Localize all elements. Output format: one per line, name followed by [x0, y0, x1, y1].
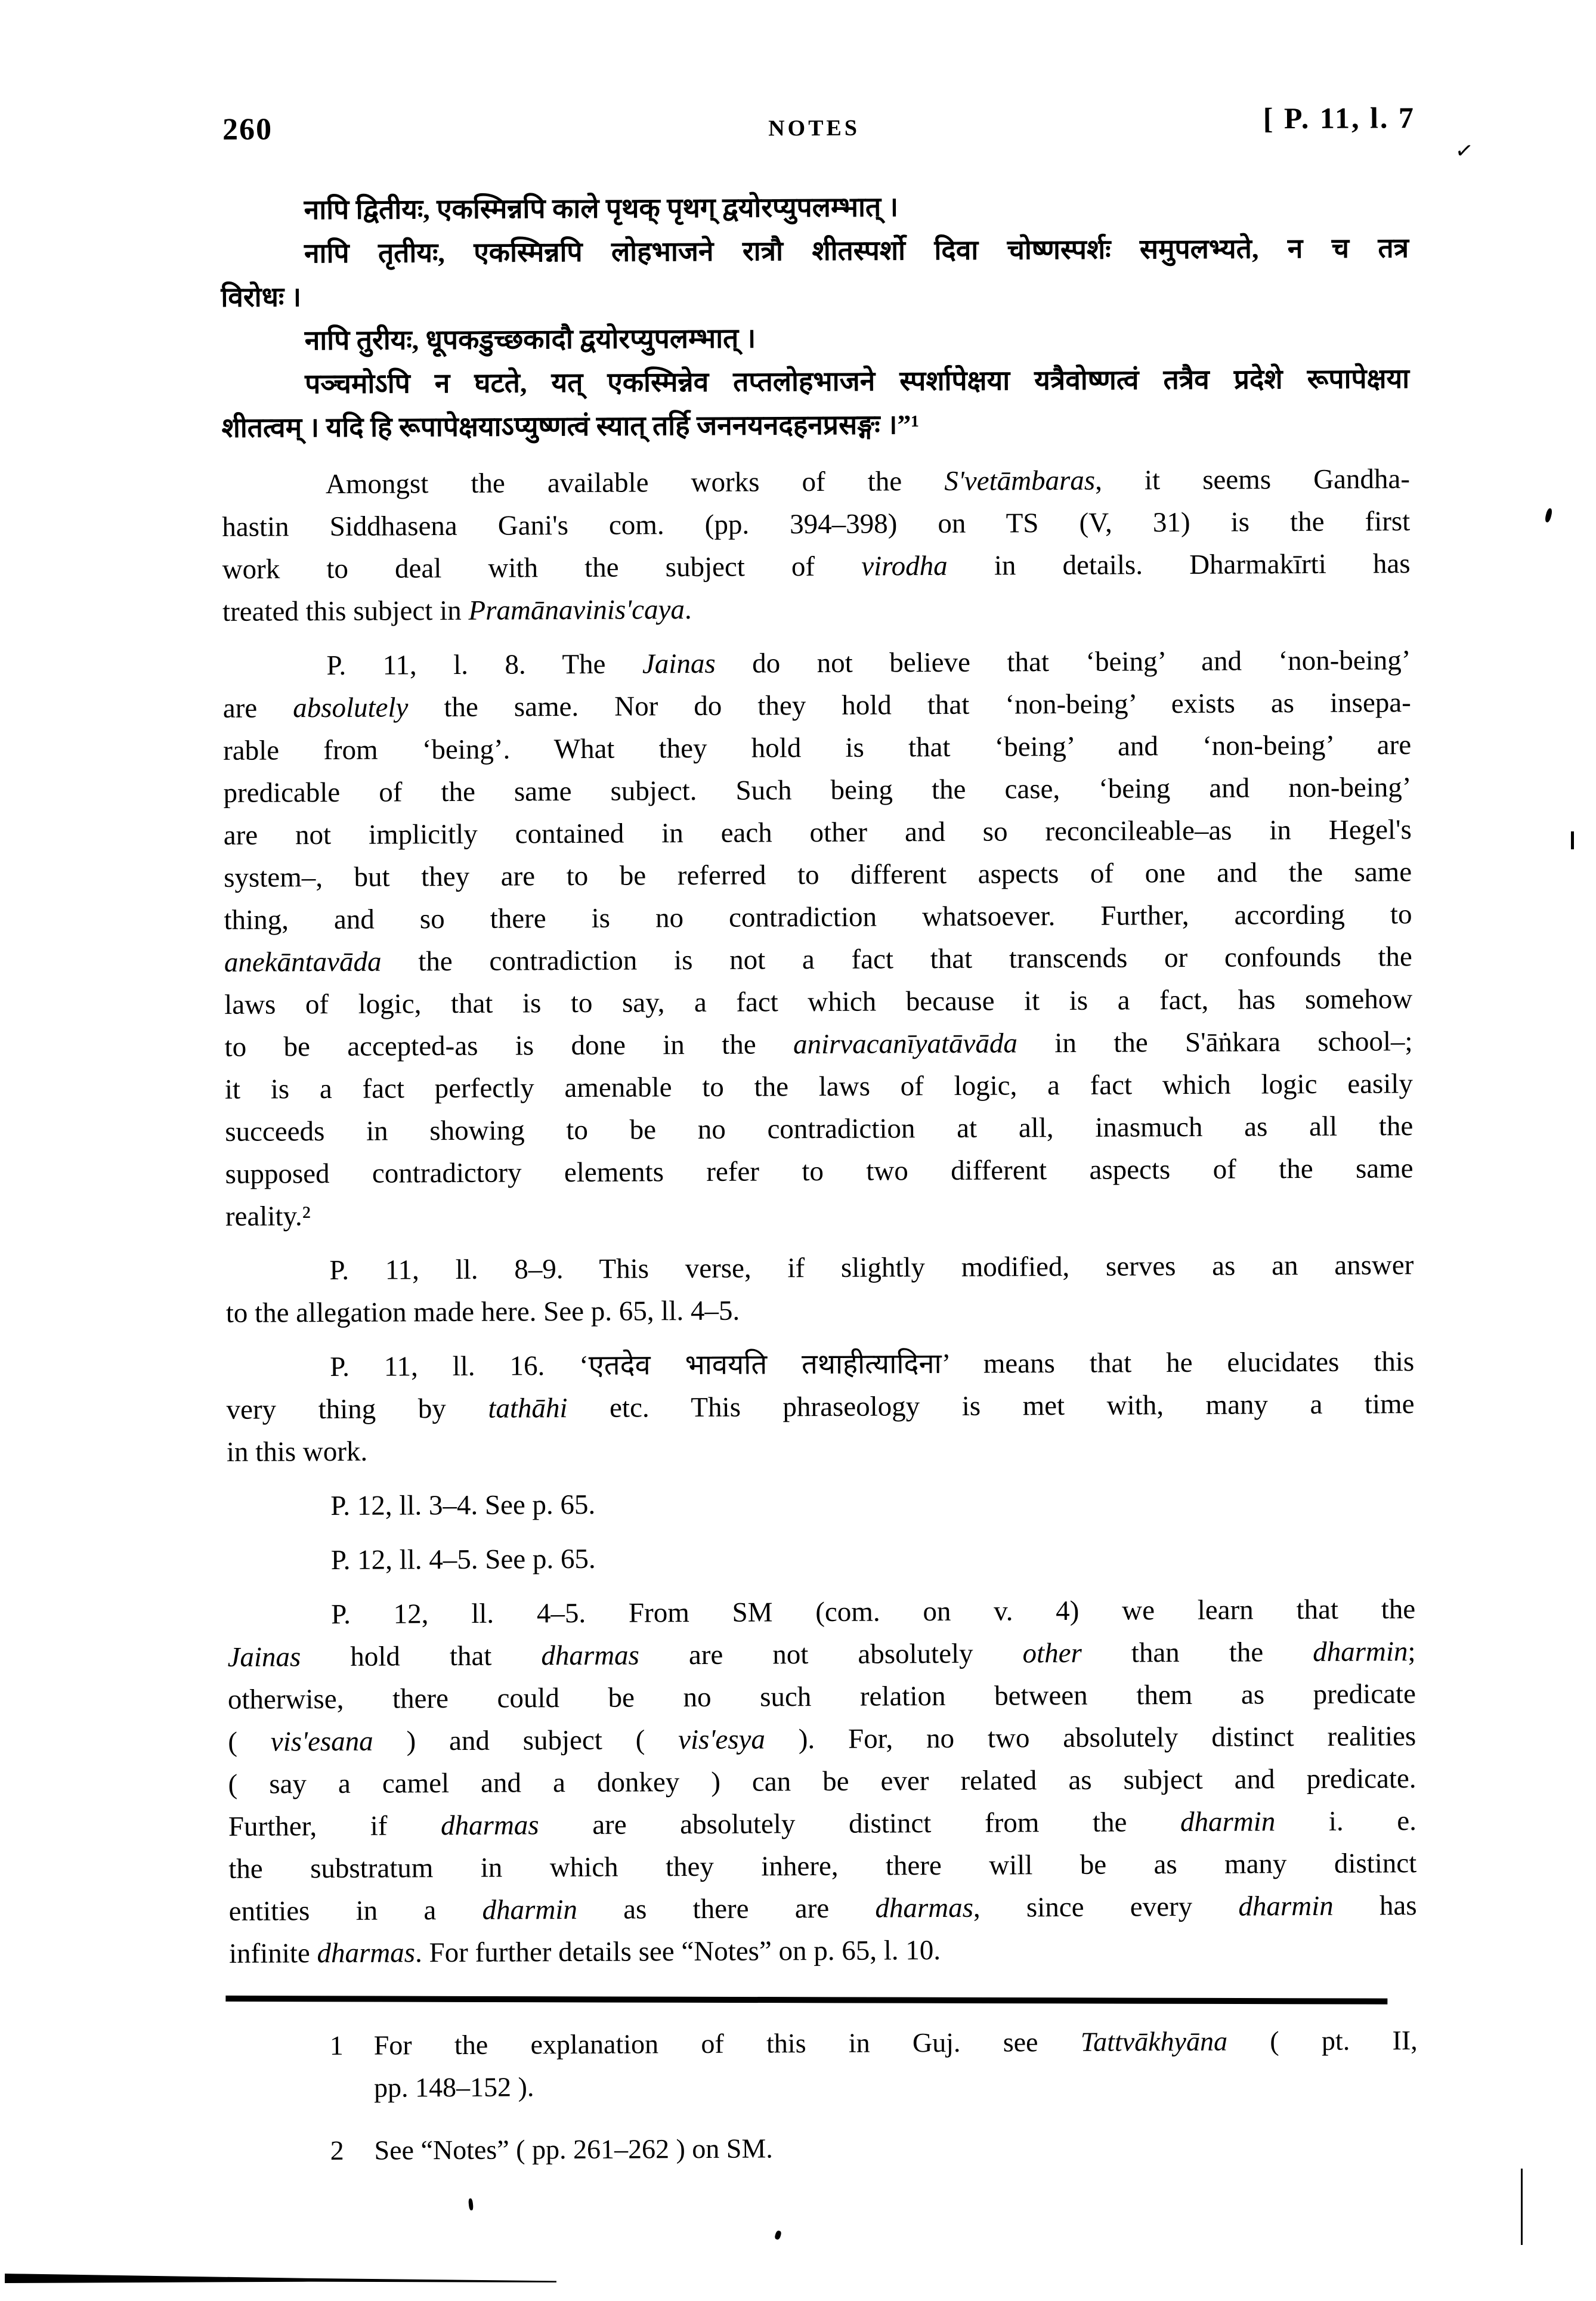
- text-line: to be accepted-as is done in the anirvacanīyatāvāda in the S'āṅkara school–;: [224, 1026, 1413, 1063]
- scan-speck: [1544, 508, 1553, 522]
- scan-speck: [468, 2198, 474, 2211]
- scan-speck: ✓: [1453, 138, 1475, 164]
- text-line: supposed contradictory elements refer to two different aspects of the same: [225, 1153, 1413, 1190]
- text-line: anekāntavāda the contradiction is not a fact that transcends or confounds the: [224, 941, 1412, 978]
- scan-speck: [1521, 2169, 1523, 2245]
- text-line: it is a fact perfectly amenable to the laws of logic, a fact which logic easily: [224, 1068, 1413, 1105]
- text-line: hastin Siddhasena Gani's com. (pp. 394–398) on TS (V, 31) is the first: [222, 506, 1411, 543]
- text-line: 2 See “Notes” ( pp. 261–262 ) on SM.: [330, 2124, 1418, 2172]
- text-line: infinite dharmas. For further details see “Notes” on p. 65, l. 10.: [228, 1935, 941, 1969]
- paragraph: [227, 1534, 1415, 1582]
- text-line: the substratum in which they inhere, there will be as many distinct: [228, 1848, 1417, 1885]
- text-line: succeeds in showing to be no contradiction at all, inasmuch as all the: [225, 1111, 1413, 1148]
- paragraph: [225, 1244, 1414, 1335]
- paragraph: [221, 226, 1409, 319]
- page-number: 260: [222, 112, 273, 147]
- text-line: laws of logic, that is to say, a fact which because it is a fact, has somehow: [224, 984, 1413, 1020]
- text-line: treated this subject in Pramānavinis'caya.: [222, 594, 692, 627]
- paragraph: [227, 1588, 1417, 1975]
- text-line: ( vis'esana ) and subject ( vis'esya ). For, no two absolutely distinct realities: [228, 1721, 1416, 1758]
- text-line: नापि तृतीयः, एकस्मिन्नपि लोहभाजने रात्रौ शीतस्पर्शो दिवा चोष्णस्पर्शः समुपलभ्यते, न च तत्र: [304, 233, 1409, 269]
- text-line: P. 12, ll. 4–5. See p. 65.: [330, 1543, 596, 1576]
- text-line: विरोधः ।: [221, 282, 302, 313]
- scan-speck: [774, 2230, 782, 2240]
- text-line: P. 11, ll. 8–9. This verse, if slightly modified, serves as an answer: [329, 1250, 1414, 1286]
- text-line: नापि द्वितीयः, एकस्मिन्नपि काले पृथक् पृथग् द्वयोरप्युपलम्भात् ।: [304, 191, 899, 225]
- text-line: पञ्चमोऽपि न घटते, यत् एकस्मिन्नेव तप्तलोहभाजने स्पर्शापेक्षया यत्रैवोष्णत्वं तत्रैव प्रदेशे रूपापेक्षया: [305, 363, 1410, 400]
- text-line: entities in a dharmin as there are dharmas, since every dharmin has: [228, 1890, 1417, 1927]
- text-line: otherwise, there could be no such relation between them as predicate: [227, 1678, 1416, 1715]
- text-line: rable from ‘being’. What they hold is that ‘being’ and ‘non-being’ are: [223, 729, 1412, 766]
- text-line: predicable of the same subject. Such being the case, ‘being and non-being’: [223, 772, 1412, 809]
- footnote-number: 1: [329, 2030, 344, 2061]
- footnote-number: 2: [330, 2135, 344, 2166]
- text-line: work to deal with the subject of virodha in details. Dharmakīrti has: [222, 548, 1411, 585]
- scan-speck: [1571, 831, 1574, 849]
- text-line: pp. 148–152 ).: [373, 2071, 534, 2103]
- footnote: [330, 2019, 1418, 2110]
- text-line: very thing by tathāhi etc. This phraseology is met with, many a time: [226, 1388, 1415, 1425]
- text-line: शीतत्वम् । यदि हि रूपापेक्षयाऽप्युष्णत्वं स्यात् तर्हि जननयनदहनप्रसङ्गः ।”¹: [221, 409, 920, 443]
- paragraph: [221, 313, 1409, 363]
- footnotes-block: [230, 2019, 1418, 2173]
- text-line: system–, but they are to be referred to different aspects of one and the same: [224, 856, 1412, 893]
- running-reference: [ P. 11, l. 7: [1263, 101, 1416, 135]
- notes-body: [222, 458, 1417, 1975]
- running-title: NOTES: [768, 115, 861, 141]
- page-header: [220, 101, 1416, 151]
- page-content: [219, 0, 1418, 2173]
- text-line: in this work.: [226, 1436, 368, 1468]
- sanskrit-quotation-block: [221, 183, 1410, 450]
- text-line: P. 11, l. 8. The Jainas do not believe that ‘being’ and ‘non-being’: [326, 645, 1411, 682]
- paragraph: [221, 357, 1410, 450]
- text-line: thing, and so there is no contradiction whatsoever. Further, according to: [224, 899, 1412, 936]
- text-line: Amongst the available works of the S'vetāmbaras, it seems Gandha-: [325, 463, 1411, 500]
- text-line: ( say a camel and a donkey ) can be ever related as subject and predicate.: [228, 1763, 1416, 1800]
- scan-artifact-bar: [5, 2274, 556, 2287]
- text-line: P. 12, ll. 4–5. From SM (com. on v. 4) we learn that the: [331, 1594, 1416, 1631]
- text-line: P. 12, ll. 3–4. See p. 65.: [330, 1489, 596, 1522]
- paragraph: [226, 1341, 1415, 1474]
- text-line: are absolutely the same. Nor do they hold that ‘non-being’ exists as insepa-: [222, 687, 1411, 724]
- text-line: P. 11, ll. 16. ‘एतदेव भावयति तथाहीत्यादिना’ means that he elucidates this: [330, 1346, 1415, 1383]
- paragraph: [222, 639, 1413, 1238]
- text-line: 1 For the explanation of this in Guj. see Tattvākhyāna ( pt. II,: [330, 2019, 1418, 2067]
- paragraph: [222, 458, 1411, 633]
- text-line: are not implicitly contained in each other and so reconcileable–as in Hegel's: [223, 814, 1412, 851]
- text-line: Further, if dharmas are absolutely distinct from the dharmin i. e.: [228, 1805, 1417, 1842]
- paragraph: [221, 183, 1409, 232]
- footnote: [330, 2124, 1418, 2172]
- text-line: Jainas hold that dharmas are not absolutely other than the dharmin;: [227, 1636, 1416, 1673]
- paragraph: [227, 1480, 1415, 1528]
- text-line: नापि तुरीयः, धूपकडुच्छकादौ द्वयोरप्युपलम्भात् ।: [304, 323, 756, 356]
- text-line: to the allegation made here. See p. 65, ll. 4–5.: [225, 1295, 740, 1329]
- text-line: reality.²: [225, 1201, 311, 1232]
- footnote-separator-rule: [225, 1996, 1387, 2005]
